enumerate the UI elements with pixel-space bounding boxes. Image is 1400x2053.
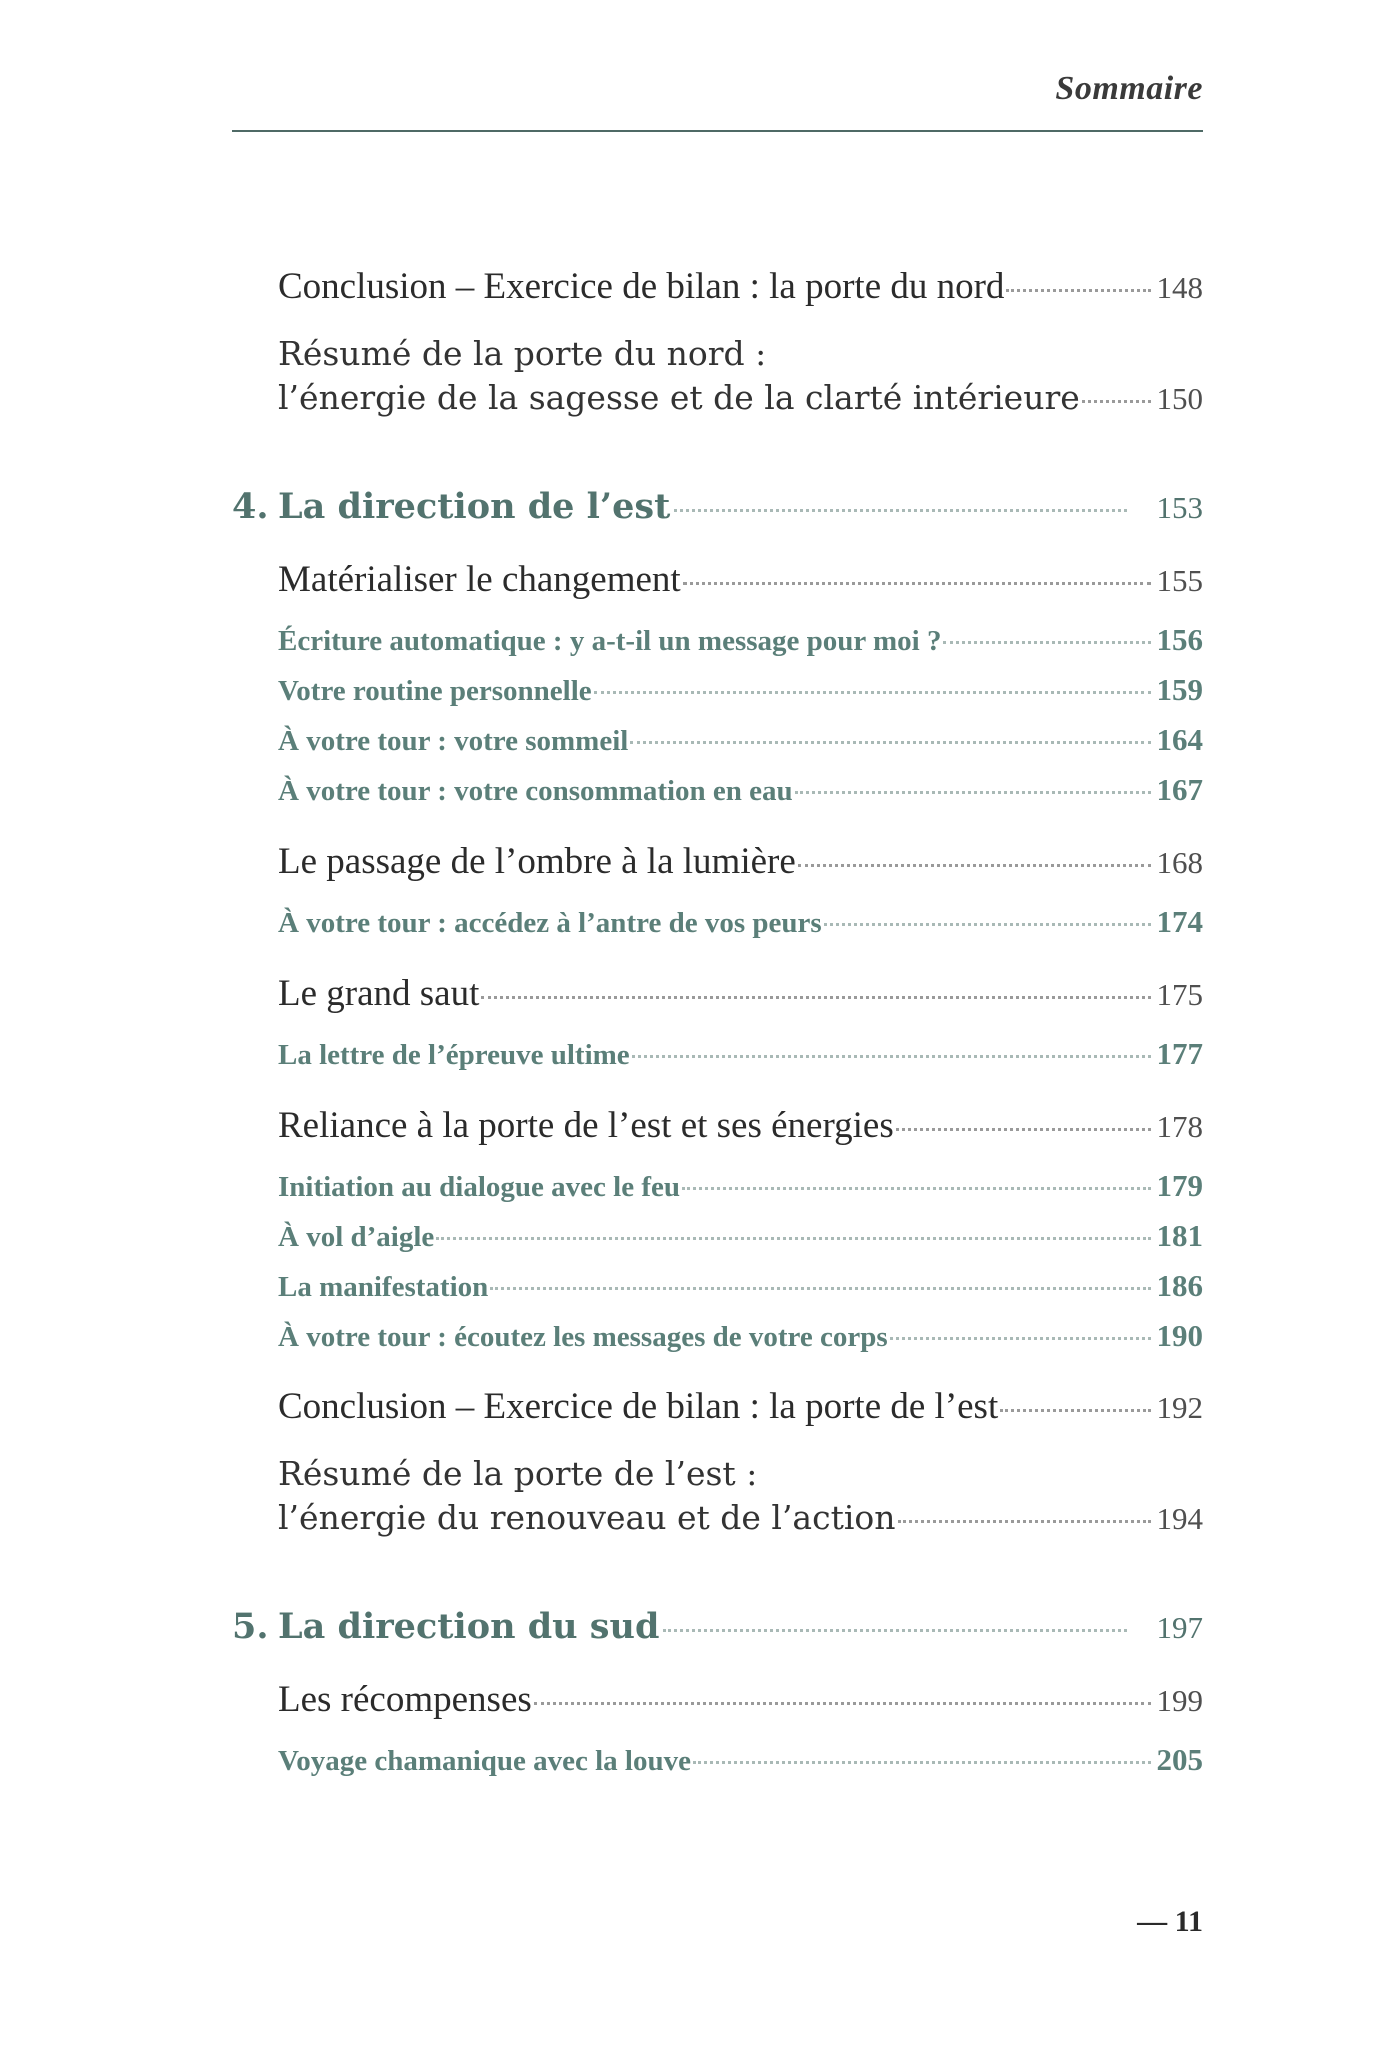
toc-entry-title: Conclusion – Exercice de bilan : la porte de l’est (278, 1386, 999, 1427)
toc-entry-section[interactable] (278, 1385, 1203, 1428)
toc-entry-exercise[interactable] (278, 904, 1203, 940)
toc-entry-exercise[interactable] (278, 1036, 1203, 1072)
dot-leader (683, 582, 1151, 585)
dot-leader (1082, 400, 1151, 403)
chapter-page: 197 (1156, 1610, 1203, 1645)
header-rule (232, 130, 1203, 132)
dot-leader (1000, 1409, 1150, 1412)
dot-leader (898, 1520, 1151, 1523)
dot-leader (1006, 289, 1150, 292)
toc-entry-page: 178 (1156, 1109, 1203, 1144)
dot-leader (890, 1337, 1151, 1340)
chapter-number: 5. (232, 1606, 269, 1647)
toc-entry-exercise[interactable] (278, 1268, 1203, 1304)
toc-entry-page: 190 (1156, 1318, 1203, 1353)
toc-entry-title: La manifestation (278, 1271, 489, 1303)
toc-chapter[interactable] (232, 1606, 1203, 1647)
dot-leader (896, 1128, 1151, 1131)
toc-entry-title: l’énergie du renouveau et de l’action (278, 1498, 896, 1537)
toc-entry-title: À votre tour : votre sommeil (278, 725, 629, 757)
toc-entry-exercise[interactable] (278, 622, 1203, 658)
toc-entry-section[interactable] (278, 265, 1203, 308)
dot-leader (490, 1287, 1150, 1290)
toc-entry-title: Les récompenses (278, 1679, 532, 1720)
dot-leader (436, 1237, 1150, 1240)
toc-entry-exercise[interactable] (278, 1218, 1203, 1254)
chapter-number: 4. (232, 486, 269, 527)
toc-entry-page: 177 (1156, 1036, 1203, 1071)
toc-entry-title: La lettre de l’épreuve ultime (278, 1039, 630, 1071)
toc-entry-page: 175 (1156, 977, 1203, 1012)
toc-entry-page: 156 (1156, 622, 1203, 657)
dot-leader (824, 923, 1151, 926)
toc-entry-page: 194 (1156, 1501, 1203, 1536)
toc-entry-summary[interactable] (278, 1498, 1203, 1537)
toc-entry-summary-line1: Résumé de la porte de l’est : (278, 1454, 758, 1493)
toc-entry-title: Initiation au dialogue avec le feu (278, 1171, 680, 1203)
toc-entry-section[interactable] (278, 840, 1203, 883)
toc-entry-exercise[interactable] (278, 672, 1203, 708)
dot-leader (693, 1761, 1151, 1764)
toc-entry-page: 159 (1156, 672, 1203, 707)
toc-entry-page: 186 (1156, 1268, 1203, 1303)
toc-entry-page: 174 (1156, 904, 1203, 939)
running-head-title: Sommaire (1055, 70, 1203, 107)
toc-chapter[interactable] (232, 486, 1203, 527)
toc-entry-section[interactable] (278, 1678, 1203, 1721)
dot-leader (798, 864, 1151, 867)
dot-leader (663, 1629, 1126, 1632)
chapter-title: La direction du sud (278, 1606, 660, 1647)
toc-entry-title: À votre tour : écoutez les messages de votre corps (278, 1321, 888, 1353)
toc-entry-page: 192 (1156, 1390, 1203, 1425)
toc-entry-page: 181 (1156, 1218, 1203, 1253)
dot-leader (534, 1702, 1151, 1705)
toc-entry-title: Le passage de l’ombre à la lumière (278, 841, 796, 882)
chapter-page: 153 (1156, 490, 1203, 525)
toc-entry-title: Reliance à la porte de l’est et ses énergies (278, 1105, 894, 1146)
toc-entry-title: Voyage chamanique avec la louve (278, 1745, 691, 1777)
toc-entry-exercise[interactable] (278, 772, 1203, 808)
toc-entry-section[interactable] (278, 558, 1203, 601)
toc-entry-exercise[interactable] (278, 722, 1203, 758)
chapter-title: La direction de l’est (278, 486, 671, 527)
toc-entry-title: À votre tour : accédez à l’antre de vos peurs (278, 907, 822, 939)
toc-entry-page: 164 (1156, 722, 1203, 757)
dot-leader (674, 509, 1126, 512)
toc-entry-title: À vol d’aigle (278, 1221, 435, 1253)
toc-entry-title: l’énergie de la sagesse et de la clarté intérieure (278, 378, 1080, 417)
toc-entry-page: 179 (1156, 1168, 1203, 1203)
dot-leader (481, 996, 1150, 999)
toc-entry-section[interactable] (278, 972, 1203, 1015)
toc-entry-title: Écriture automatique : y a-t-il un message pour moi ? (278, 625, 942, 657)
dot-leader (795, 791, 1151, 794)
toc-entry-title: À votre tour : votre consommation en eau (278, 775, 793, 807)
dot-leader (682, 1187, 1151, 1190)
toc-entry-section[interactable] (278, 1104, 1203, 1147)
toc-entry-page: 155 (1156, 563, 1203, 598)
toc-entry-title: Matérialiser le changement (278, 559, 681, 600)
toc-entry-summary-line1: Résumé de la porte du nord : (278, 334, 767, 373)
toc-entry-page: 168 (1156, 845, 1203, 880)
toc-entry-title: Votre routine personnelle (278, 675, 592, 707)
toc-entry-summary[interactable] (278, 378, 1203, 417)
toc-entry-page: 205 (1156, 1742, 1203, 1777)
page-number: — 11 (1137, 1905, 1203, 1938)
dot-leader (632, 1055, 1151, 1058)
toc-entry-title: Le grand saut (278, 973, 480, 1014)
dot-leader (630, 741, 1150, 744)
toc-entry-page: 199 (1156, 1683, 1203, 1718)
dot-leader (594, 691, 1151, 694)
toc-entry-page: 150 (1156, 381, 1203, 416)
toc-entry-page: 167 (1156, 772, 1203, 807)
toc-entry-exercise[interactable] (278, 1742, 1203, 1778)
toc-entry-exercise[interactable] (278, 1318, 1203, 1354)
dot-leader (943, 641, 1150, 644)
toc-entry-exercise[interactable] (278, 1168, 1203, 1204)
toc-entry-title: Conclusion – Exercice de bilan : la porte du nord (278, 266, 1005, 307)
toc-entry-page: 148 (1156, 270, 1203, 305)
